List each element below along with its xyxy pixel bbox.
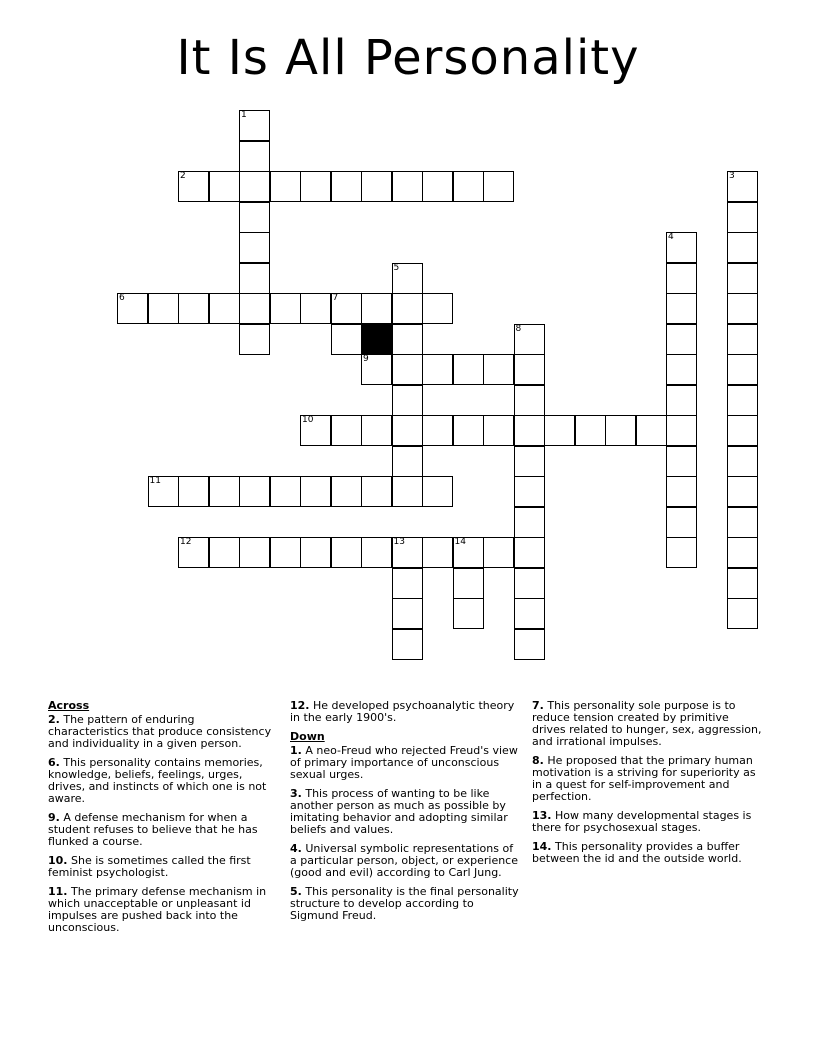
grid-cell[interactable]	[727, 171, 758, 202]
clue-down-1: 1. A neo-Freud who rejected Freud's view of primary importance of unconscious sexual urges.	[290, 744, 518, 781]
across-heading: Across	[48, 699, 90, 712]
grid-cell[interactable]	[239, 110, 270, 141]
grid-cell[interactable]	[392, 568, 423, 599]
grid-cell[interactable]	[483, 171, 514, 202]
clue-across-2: 2. The pattern of enduring characteristics that produce consistency and individuality in a given person.	[48, 713, 272, 750]
grid-cell[interactable]	[727, 385, 758, 416]
grid-cell[interactable]	[239, 324, 270, 355]
clue-number: 6	[119, 293, 125, 303]
grid-cell[interactable]	[514, 598, 545, 629]
grid-cell[interactable]	[514, 324, 545, 355]
clue-across-9: 9. A defense mechanism for when a student refuses to believe that he has flunked a course.	[48, 811, 258, 848]
grid-cell[interactable]	[239, 232, 270, 263]
grid-cell[interactable]	[239, 202, 270, 233]
grid-cell[interactable]	[117, 293, 148, 324]
grid-cell[interactable]	[361, 476, 392, 507]
grid-cell[interactable]	[666, 324, 697, 355]
grid-cell[interactable]	[270, 537, 301, 568]
grid-cell[interactable]	[392, 537, 423, 568]
grid-cell[interactable]	[178, 293, 209, 324]
grid-cell[interactable]	[300, 537, 331, 568]
grid-cell[interactable]	[270, 293, 301, 324]
clue-down-5: 5. This personality is the final personality structure to develop according to Sigmund Freud.	[290, 885, 519, 922]
grid-cell[interactable]	[727, 598, 758, 629]
grid-cell[interactable]	[148, 476, 179, 507]
grid-cell[interactable]	[392, 446, 423, 477]
grid-cell[interactable]	[727, 537, 758, 568]
grid-cell[interactable]	[483, 537, 514, 568]
clue-number: 9	[363, 354, 369, 364]
clue-number: 2	[180, 171, 186, 181]
grid-cell[interactable]	[239, 293, 270, 324]
clue-down-8: 8. He proposed that the primary human motivation is a striving for superiority as in a quest for self-improvement and perfection.	[532, 754, 756, 803]
grid-cell[interactable]	[575, 415, 606, 446]
grid-cell[interactable]	[239, 537, 270, 568]
grid-cell[interactable]	[514, 415, 545, 446]
grid-cell[interactable]	[666, 507, 697, 538]
grid-cell[interactable]	[514, 354, 545, 385]
grid-cell[interactable]	[422, 415, 453, 446]
clue-across-12: 12. He developed psychoanalytic theory in the early 1900's.	[290, 699, 515, 724]
clue-number: 12	[180, 537, 192, 547]
clue-down-7: 7. This personality sole purpose is to reduce tension created by primitive drives related to hunger, sex, aggression, and irrational impulses.	[532, 699, 762, 748]
clue-column-2	[290, 700, 522, 929]
grid-cell[interactable]	[392, 476, 423, 507]
grid-cell[interactable]	[361, 354, 392, 385]
grid-cell[interactable]	[483, 415, 514, 446]
grid-cell[interactable]	[422, 171, 453, 202]
grid-cell[interactable]	[392, 171, 423, 202]
grid-cell[interactable]	[392, 324, 423, 355]
clue-number: 13	[393, 537, 405, 547]
grid-cell[interactable]	[453, 568, 484, 599]
grid-cell[interactable]	[300, 415, 331, 446]
clue-number: 3	[729, 171, 735, 181]
grid-cell[interactable]	[453, 598, 484, 629]
grid-cell[interactable]	[727, 232, 758, 263]
grid-cell[interactable]	[666, 537, 697, 568]
grid-cell[interactable]	[361, 537, 392, 568]
grid-cell[interactable]	[514, 629, 545, 660]
clue-number: 10	[302, 415, 314, 425]
grid-cell[interactable]	[727, 293, 758, 324]
grid-cell[interactable]	[727, 324, 758, 355]
grid-cell[interactable]	[666, 263, 697, 294]
clue-number: 1	[241, 110, 247, 120]
grid-cell[interactable]	[392, 598, 423, 629]
grid-cell[interactable]	[666, 446, 697, 477]
grid-cell[interactable]	[422, 293, 453, 324]
grid-cell[interactable]	[392, 629, 423, 660]
grid-cell[interactable]	[636, 415, 667, 446]
grid-cell[interactable]	[422, 537, 453, 568]
grid-cell[interactable]	[300, 293, 331, 324]
grid-cell[interactable]	[666, 354, 697, 385]
down-heading: Down	[290, 730, 325, 743]
grid-cell[interactable]	[483, 354, 514, 385]
clue-number: 4	[668, 232, 674, 242]
grid-cell[interactable]	[422, 354, 453, 385]
grid-cell[interactable]	[727, 354, 758, 385]
grid-cell[interactable]	[666, 293, 697, 324]
clue-down-3: 3. This process of wanting to be like another person as much as possible by imitating behavior and adopting similar beliefs and values.	[290, 787, 508, 836]
grid-cell[interactable]	[514, 446, 545, 477]
grid-cell[interactable]	[514, 385, 545, 416]
grid-cell[interactable]	[392, 263, 423, 294]
grid-cell[interactable]	[361, 415, 392, 446]
clue-down-13: 13. How many developmental stages is there for psychosexual stages.	[532, 809, 752, 834]
grid-cell[interactable]	[514, 537, 545, 568]
grid-cell[interactable]	[453, 537, 484, 568]
grid-cell[interactable]	[727, 476, 758, 507]
grid-cell[interactable]	[422, 476, 453, 507]
grid-cell[interactable]	[392, 385, 423, 416]
grid-cell[interactable]	[239, 263, 270, 294]
grid-cell[interactable]	[331, 537, 362, 568]
grid-cell[interactable]	[605, 415, 636, 446]
clue-number: 11	[149, 476, 161, 486]
grid-cell[interactable]	[178, 537, 209, 568]
clue-down-4: 4. Universal symbolic representations of a particular person, object, or experience (good and evil) according to Carl Jung.	[290, 842, 518, 879]
clue-down-14: 14. This personality provides a buffer between the id and the outside world.	[532, 840, 742, 865]
grid-cell[interactable]	[727, 568, 758, 599]
grid-cell[interactable]	[361, 293, 392, 324]
grid-cell[interactable]	[514, 507, 545, 538]
grid-cell[interactable]	[300, 476, 331, 507]
grid-cell[interactable]	[331, 415, 362, 446]
grid-cell[interactable]	[727, 507, 758, 538]
grid-cell[interactable]	[178, 171, 209, 202]
grid-cell[interactable]	[178, 476, 209, 507]
clue-across-10: 10. She is sometimes called the first feminist psychologist.	[48, 854, 251, 879]
grid-cell[interactable]	[453, 171, 484, 202]
grid-cell[interactable]	[727, 202, 758, 233]
grid-cell[interactable]	[727, 446, 758, 477]
grid-cell[interactable]	[239, 171, 270, 202]
page-title: It Is All Personality	[176, 30, 640, 86]
grid-cell[interactable]	[209, 293, 240, 324]
grid-cell[interactable]	[209, 476, 240, 507]
grid-cell[interactable]	[300, 171, 331, 202]
grid-cell[interactable]	[209, 171, 240, 202]
clue-number: 7	[332, 293, 339, 303]
grid-cell[interactable]	[331, 293, 362, 324]
grid-cell[interactable]	[270, 476, 301, 507]
grid-cell[interactable]	[666, 476, 697, 507]
grid-cell[interactable]	[148, 293, 179, 324]
grid-cell[interactable]	[331, 476, 362, 507]
clue-number: 14	[454, 537, 466, 547]
clue-column-3	[532, 700, 764, 872]
grid-cell[interactable]	[331, 324, 362, 355]
grid-cell[interactable]	[392, 354, 423, 385]
grid-cell[interactable]	[666, 232, 697, 263]
grid-cell[interactable]	[209, 537, 240, 568]
clue-number: 5	[393, 262, 400, 273]
black-cell	[361, 324, 392, 355]
grid-cell[interactable]	[331, 171, 362, 202]
grid-cell[interactable]	[727, 415, 758, 446]
grid-cell[interactable]	[392, 415, 423, 446]
grid-cell[interactable]	[666, 415, 697, 446]
grid-cell[interactable]	[239, 476, 270, 507]
grid-cell[interactable]	[666, 385, 697, 416]
grid-cell[interactable]	[544, 415, 575, 446]
clue-across-6: 6. This personality contains memories, knowledge, beliefs, feelings, urges, drives, and instincts of which one is not aware.	[48, 756, 267, 805]
grid-cell[interactable]	[361, 171, 392, 202]
grid-cell[interactable]	[727, 263, 758, 294]
grid-cell[interactable]	[514, 476, 545, 507]
grid-cell[interactable]	[453, 354, 484, 385]
grid-cell[interactable]	[239, 141, 270, 172]
grid-cell[interactable]	[453, 415, 484, 446]
clue-column-1	[48, 700, 278, 941]
grid-cell[interactable]	[514, 568, 545, 599]
grid-cell[interactable]	[392, 293, 423, 324]
clue-number: 8	[515, 323, 522, 334]
grid-cell[interactable]	[270, 171, 301, 202]
clue-across-11: 11. The primary defense mechanism in which unacceptable or unpleasant id impulses are pushed back into the unconscious.	[48, 885, 267, 934]
